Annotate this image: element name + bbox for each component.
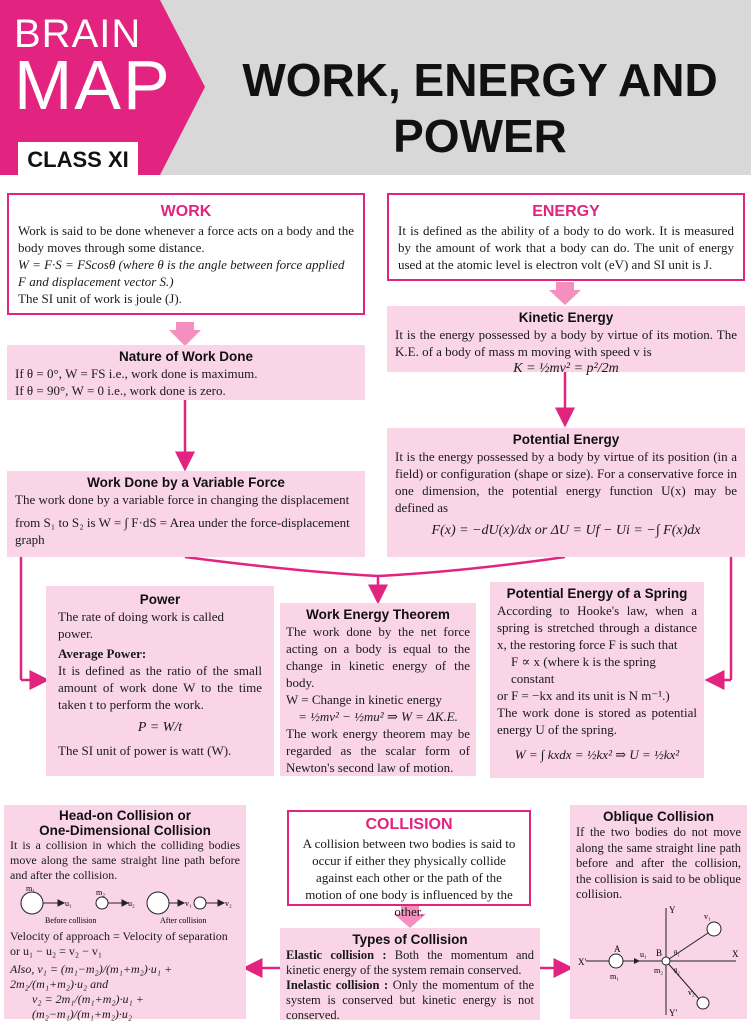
headon-box [4,805,246,1019]
theorem-box [280,603,476,776]
theorem-text-1: The work done by the net force acting on a body is equal to the change in kinetic energy of the body. [286,624,470,690]
oblique-theta2: θ₂ [674,966,680,975]
brand-line-2: MAP [14,46,172,124]
title-line-2: POWER [393,110,567,162]
headon-v2: v₂ [225,899,232,908]
power-si-unit: The SI unit of power is watt (W). [58,743,232,758]
oblique-text: If the two bodies do not move along the same straight line path before and after the collision, the collision is said to be oblique collision. [576,825,741,901]
oblique-m2: m₂ [654,965,664,975]
elastic-text: Both the momentum and kinetic energy of the system remain conserved. [286,948,534,977]
headon-m2: m₂ [96,888,106,897]
oblique-y-neg: Y' [669,1007,678,1018]
power-definition: The rate of doing work is called power. [58,609,225,641]
potential-title: Potential Energy [512,432,620,447]
kinetic-title: Kinetic Energy [518,310,614,325]
variable-force-text-3: graph [15,532,45,547]
average-power-text: It is defined as the ratio of the small amount of work done W to the time taken t to perform the work. [58,663,262,712]
oblique-b: B [656,947,663,958]
spring-box [490,582,704,778]
elastic-collision [286,948,534,978]
energy-title: ENERGY [532,203,600,220]
potential-box [387,428,745,557]
variable-force-title: Work Done by a Variable Force [87,475,285,490]
inelastic-label: Inelastic collision : [286,978,389,992]
inelastic-text: Only the momentum of the system is conserved but kinetic energy is not conserved. [286,978,534,1022]
spring-title: Potential Energy of a Spring [506,586,688,601]
oblique-a: A [614,943,621,954]
spring-text-3: or F = −kx and its unit is N m⁻¹.) [497,688,670,703]
inelastic-collision [286,978,534,1023]
oblique-theta1: θ₁ [674,948,680,957]
collision-box [287,810,531,919]
title-line-1: WORK, ENERGY AND [242,54,718,106]
after-collision-label: After collision [160,916,207,925]
headon-formula-v1: Also, v₁ = (m₁−m₂)/(m₁+m₂)·u₁ + 2m₂/(m₁+m₂)·u₂ and [10,962,173,991]
average-power-label: Average Power: [58,646,147,661]
theorem-text-3: The work energy theorem may be regarded as the scalar form of Newton's second law of motion. [286,726,470,775]
theorem-formula: = ½mv² − ½mu² ⇒ W = ΔK.E. [298,709,458,724]
power-title: Power [139,592,181,607]
kinetic-box [387,306,745,376]
energy-definition: It is defined as the ability of a body to do work. It is measured by the amount of work that a body can do. The unit of energy used at the atomic level is electron volt (eV) and SI unit is J. [398,223,734,272]
collision-definition: A collision between two bodies is said to occur if either they physically collide against each other or the path of the motion of one body is influenced by the other. [302,836,516,919]
work-title: WORK [160,203,212,220]
variable-force-box [7,471,365,557]
work-formula: W = F·S = FScosθ (where θ is the angle between force applied F and displacement vector S.) [18,257,345,289]
oblique-box [570,805,747,1019]
oblique-m1: m₁ [610,971,620,981]
work-box [7,193,365,315]
headon-m1: m₁ [26,885,36,893]
oblique-title: Oblique Collision [603,809,714,824]
oblique-v1: v₁ [704,911,711,921]
nature-box [7,345,365,400]
oblique-x-neg: X' [578,956,587,967]
spring-text-1: According to Hooke's law, when a spring is stretched through a distance x, the restoring force F is such that [497,603,697,652]
oblique-v2: v₂ [688,987,695,997]
collision-title: COLLISION [365,816,453,833]
nature-line-2: If θ = 90°, W = 0 i.e., work done is zero. [15,383,226,398]
headon-text: It is a collision in which the colliding bodies move along the same straight line path before and after the collision. [10,838,240,882]
variable-force-text-2: from S₁ to S₂ is W = ∫ F·dS = Area under the force-displacement [15,515,350,530]
class-label: CLASS XI [18,142,138,178]
power-formula: P = W/t [137,720,183,735]
headon-v1: v₁ [185,899,192,908]
kinetic-formula: K = ½mv² = p²/2m [513,361,619,376]
brand-line-1: BRAIN [14,12,142,56]
nature-line-1: If θ = 0°, W = FS i.e., work done is maximum. [15,366,258,381]
types-title: Types of Collision [352,932,468,947]
spring-text-2: F ∝ x (where k is the spring constant [511,654,656,686]
spring-text-4: The work done is stored as potential energy U of the spring. [497,705,697,737]
potential-text: It is the energy possessed by a body by virtue of its position (in a field) or configuration (shape or size). For a conservative force in one dimension, the potential energy function U(x) may be defined as [395,449,737,515]
headon-title-2: One-Dimensional Collision [39,823,211,838]
before-collision-label: Before collision [45,916,97,925]
headon-formula-v2: v₂ = 2m₁/(m₁+m₂)·u₁ + (m₂−m₁)/(m₁+m₂)·u₂ [32,992,144,1021]
headon-u1: u₁ [65,899,72,908]
headon-velocity-relation: Velocity of approach = Velocity of separation or u₁ − u₂ = v₂ − v₁ [10,929,228,958]
spring-formula: W = ∫ kxdx = ½kx² ⇒ U = ½kx² [514,747,680,762]
oblique-diagram [576,903,741,1018]
oblique-y-pos: Y [669,904,676,915]
oblique-u1: u₁ [640,949,647,959]
nature-title: Nature of Work Done [118,349,253,364]
headon-title-1: Head-on Collision or [58,808,191,823]
elastic-label: Elastic collision : [286,948,387,962]
work-definition: Work is said to be done whenever a force acts on a body and the body moves through some distance. [18,223,354,255]
work-si-unit: The SI unit of work is joule (J). [18,291,182,306]
headon-diagram [10,885,240,927]
power-box [46,586,274,776]
headon-u2: u₂ [128,899,135,908]
theorem-title: Work Energy Theorem [306,607,450,622]
energy-box [387,193,745,281]
variable-force-text-1: The work done by a variable force in changing the displacement [15,492,350,507]
oblique-x-pos: X [732,948,739,959]
theorem-text-2: W = Change in kinetic energy [286,692,442,707]
types-box [280,928,540,1020]
kinetic-text: It is the energy possessed by a body by virtue of its motion. The K.E. of a body of mass m moving with speed v is [395,327,737,359]
potential-formula: F(x) = −dU(x)/dx or ΔU = Uf − Ui = −∫ F(x)dx [431,523,701,538]
